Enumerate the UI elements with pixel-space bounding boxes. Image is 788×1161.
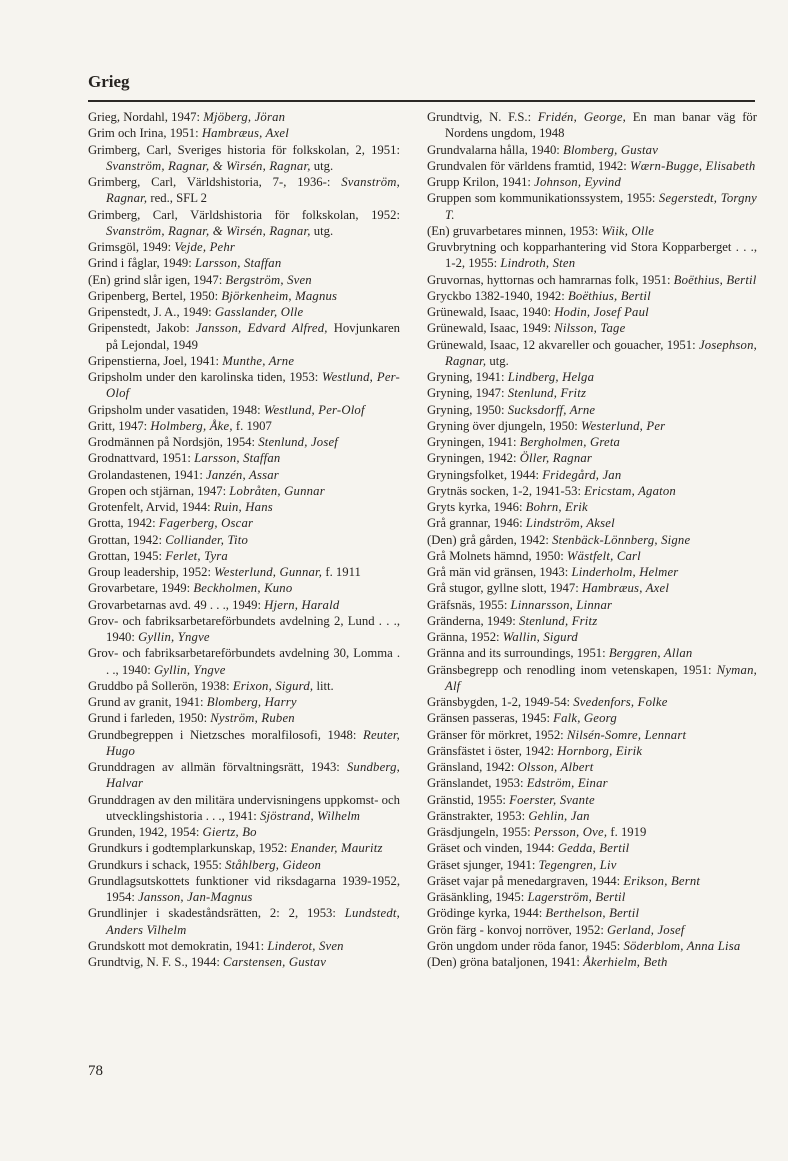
index-entry — [427, 109, 757, 142]
index-entry — [88, 450, 400, 466]
index-entry — [427, 239, 757, 272]
index-entry — [88, 694, 400, 710]
entry-title: Gripenstierna, Joel, 1941: — [88, 353, 223, 368]
entry-author: Linnarsson, Linnar — [510, 597, 613, 612]
entry-title: Grön färg - konvoj norröver, 1952: — [427, 922, 608, 937]
entry-author: Foerster, Svante — [509, 792, 595, 807]
entry-author: Larsson, Staffan — [194, 451, 281, 466]
entry-title: Grå stugor, gyllne slott, 1947: — [427, 581, 582, 596]
entry-author: Nilsén-Somre, Lennart — [566, 727, 687, 742]
index-entry — [427, 402, 757, 418]
index-entry — [88, 857, 400, 873]
entry-suffix: Hovjunkaren på Lejondal, 1949 — [106, 321, 401, 352]
index-entry — [427, 727, 757, 743]
entry-author: Sundberg, Halvar — [106, 760, 400, 791]
index-entry — [427, 532, 757, 548]
entry-title: Grundkurs i godtemplarkunskap, 1952: — [88, 841, 291, 856]
index-entry — [88, 678, 400, 694]
entry-title: Gruddbo på Sollerön, 1938: — [88, 678, 233, 693]
entry-title: Gruppen som kommunikationssystem, 1955: — [427, 191, 659, 206]
index-entry — [427, 857, 757, 873]
entry-author: Wærn-Bugge, Elisabeth — [629, 158, 756, 173]
index-entry — [88, 109, 400, 125]
entry-author: Bergholmen, Greta — [519, 435, 621, 449]
entry-author: Gyllin, Yngve — [153, 662, 226, 677]
entry-title: Gryning, 1947: — [427, 386, 508, 401]
index-entry — [88, 564, 400, 580]
entry-title: Grind i fåglar, 1949: — [88, 256, 195, 271]
entry-author: Edström, Einar — [526, 776, 608, 791]
index-entry — [427, 613, 757, 629]
entry-author: Erikson, Bernt — [623, 873, 701, 888]
entry-author: Fridegård, Jan — [542, 467, 622, 482]
right-column — [427, 109, 757, 970]
index-entry — [88, 499, 400, 515]
entry-author: Hornborg, Eirik — [557, 743, 643, 758]
entry-author: Sucksdorff, Arne — [507, 402, 596, 417]
index-entry — [427, 320, 757, 336]
entry-title: Grundvalarna hålla, 1940: — [427, 142, 563, 157]
index-entry — [88, 483, 400, 499]
index-entry — [427, 597, 757, 613]
entry-author: Svedenfors, Folke — [573, 695, 668, 709]
index-entry — [427, 580, 757, 596]
entry-title: Gryningen, 1942: — [427, 451, 520, 466]
index-entry — [427, 418, 757, 434]
entry-author: Mjöberg, Jöran — [203, 110, 286, 124]
entry-title: Gripsholm under den karolinska tiden, 1953: — [88, 370, 322, 384]
entry-title: Gräfsnäs, 1955: — [427, 597, 511, 612]
entry-author: Stenlund, Josef — [258, 435, 339, 449]
entry-title: Gränser för mörkret, 1952: — [427, 727, 567, 742]
entry-suffix: litt. — [313, 678, 334, 693]
entry-title: Gränstrakter, 1953: — [427, 808, 529, 823]
index-entry — [427, 710, 757, 726]
entry-title: Grunddragen av den militära undervisningens uppkomst- och utvecklingshistoria . . ., 1941: — [88, 792, 400, 823]
entry-author: Josephson, Ragnar, — [445, 337, 757, 368]
entry-title: Gränstid, 1955: — [427, 792, 510, 807]
entry-author: Lagerström, Bertil — [527, 890, 626, 904]
entry-title: Grupp Krilon, 1941: — [427, 175, 535, 189]
index-entry — [88, 467, 400, 483]
entry-title: Grundtvig, N. F.S.: — [427, 110, 538, 124]
entry-author: Svanström, Ragnar, & Wirsén, Ragnar, — [106, 223, 311, 238]
entry-title: Gropen och stjärnan, 1947: — [88, 483, 230, 498]
index-entry — [427, 548, 757, 564]
entry-author: Stenlund, Fritz — [507, 386, 587, 401]
entry-title: Grolandastenen, 1941: — [88, 467, 207, 482]
index-entry — [88, 320, 400, 353]
entry-author: Jansson, Edvard Alfred, — [195, 321, 328, 336]
entry-author: Wallin, Sigurd — [502, 630, 578, 644]
index-entry — [88, 938, 400, 954]
entry-author: Larsson, Staffan — [194, 256, 282, 271]
index-entry — [88, 727, 400, 760]
index-entry — [88, 532, 400, 548]
index-entry — [88, 792, 400, 825]
entry-title: Grunddragen av allmän förvaltningsrätt, 1943: — [88, 760, 347, 774]
entry-title: Grunden, 1942, 1954: — [88, 825, 203, 839]
entry-author: Nilsson, Tage — [554, 321, 626, 336]
entry-title: (En) gruvarbetares minnen, 1953: — [427, 223, 602, 238]
entry-title: Grundtvig, N. F. S., 1944: — [88, 955, 224, 969]
entry-author: Westlund, Per-Olof — [106, 370, 400, 401]
index-entry — [427, 905, 757, 921]
entry-title: Gryningen, 1941: — [427, 435, 520, 449]
entry-author: Lundstedt, Anders Vilhelm — [106, 906, 400, 937]
index-entry — [427, 873, 757, 889]
index-entry — [427, 288, 757, 304]
index-entry — [427, 938, 757, 954]
index-entry — [427, 775, 757, 791]
entry-title: Grottan, 1942: — [88, 532, 166, 547]
entry-title: Gripenstedt, J. A., 1949: — [88, 305, 215, 319]
entry-author: Blomberg, Gustav — [563, 142, 659, 157]
entry-author: Erixon, Sigurd, — [232, 678, 314, 693]
entry-title: Grundkurs i schack, 1955: — [88, 857, 226, 872]
entry-author: Lindström, Aksel — [525, 516, 615, 531]
entry-author: Berthelson, Bertil — [545, 906, 640, 921]
index-entry — [427, 759, 757, 775]
index-entry — [88, 239, 400, 255]
entry-title: Grå Molnets hämnd, 1950: — [427, 548, 567, 563]
index-entry — [427, 645, 757, 661]
index-entry — [427, 824, 757, 840]
index-entry — [427, 369, 757, 385]
entry-author: Lindroth, Sten — [500, 256, 576, 271]
entry-title: Gripenstedt, Jakob: — [88, 321, 196, 336]
entry-title: Gränsbegrepp och renodling inom vetenskapen, 1951: — [427, 662, 717, 677]
entry-title: Grünewald, Isaac, 1940: — [427, 305, 555, 319]
entry-title: Grundvalen för världens framtid, 1942: — [427, 158, 630, 173]
entry-author: Stenlund, Fritz — [518, 613, 598, 628]
entry-title: Grodmännen på Nordsjön, 1954: — [88, 435, 259, 449]
entry-author: Falk, Georg — [553, 711, 617, 726]
index-entry — [88, 515, 400, 531]
entry-title: Gränna and its surroundings, 1951: — [427, 646, 609, 661]
index-entry — [427, 272, 757, 288]
entry-author: Gerland, Josef — [607, 922, 685, 937]
entry-author: Vejde, Pehr — [174, 240, 236, 254]
entry-author: Carstensen, Gustav — [223, 955, 327, 969]
index-entry — [427, 499, 757, 515]
entry-author: Reuter, Hugo — [106, 727, 400, 758]
entry-author: Åkerhielm, Beth — [583, 955, 668, 969]
index-entry — [88, 402, 400, 418]
entry-author: Linderholm, Helmer — [571, 565, 679, 579]
index-entry — [427, 158, 757, 174]
entry-title: Gränsen passeras, 1945: — [427, 711, 554, 726]
entry-title: Grieg, Nordahl, 1947: — [88, 110, 204, 124]
index-entry — [427, 467, 757, 483]
entry-author: Holmberg, Åke, — [150, 418, 233, 433]
left-column — [88, 109, 400, 970]
entry-title: (En) grind slår igen, 1947: — [88, 272, 226, 287]
index-entry — [427, 434, 757, 450]
entry-title: Gräset vajar på menedargraven, 1944: — [427, 873, 624, 888]
entry-title: Grund i farleden, 1950: — [88, 711, 211, 726]
entry-author: Munthe, Arne — [222, 353, 295, 368]
entry-title: Grovarbetarnas avd. 49 . . ., 1949: — [88, 597, 265, 612]
entry-author: Blomberg, Harry — [206, 695, 297, 709]
entry-title: Gränsbygden, 1-2, 1949-54: — [427, 695, 574, 709]
entry-suffix: utg. — [310, 158, 334, 173]
entry-author: Fagerberg, Oscar — [158, 516, 254, 531]
entry-author: Nyman, Alf — [445, 662, 757, 693]
entry-author: Ståhlberg, Gideon — [225, 857, 322, 872]
index-entry — [88, 353, 400, 369]
entry-author: Boëthius, Bertil — [567, 288, 651, 303]
index-entry — [427, 483, 757, 499]
entry-title: Grundskott mot demokratin, 1941: — [88, 938, 268, 953]
index-entry — [427, 889, 757, 905]
entry-author: Hjern, Harald — [264, 597, 340, 612]
entry-author: Westerlund, Gunnar, — [214, 565, 323, 579]
index-entry — [427, 223, 757, 239]
entry-title: Gruvbrytning och kopparhantering vid Stora Kopparberget . . ., 1-2, 1955: — [427, 240, 757, 271]
entry-title: Gryning över djungeln, 1950: — [427, 418, 581, 433]
entry-author: Gedda, Bertil — [557, 841, 630, 856]
entry-title: Grimberg, Carl, Världshistoria, 7-, 1936-: — [88, 175, 342, 189]
entry-suffix: red., SFL 2 — [147, 191, 208, 206]
entry-title: Gryckbo 1382-1940, 1942: — [427, 288, 568, 303]
entry-author: Gehlin, Jan — [528, 808, 590, 823]
entry-title: Grottan, 1945: — [88, 548, 166, 563]
entry-suffix: f. 1911 — [322, 565, 361, 579]
entry-title: Grundbegreppen i Nietzsches moralfilosofi, 1948: — [88, 727, 364, 742]
index-entry — [88, 142, 400, 175]
entry-title: Gräsänkling, 1945: — [427, 890, 528, 904]
index-entry — [88, 174, 400, 207]
index-entry — [88, 645, 400, 678]
index-entry — [427, 743, 757, 759]
index-entry — [427, 337, 757, 370]
index-entry — [88, 207, 400, 240]
index-entry — [88, 125, 400, 141]
entry-author: Öller, Ragnar — [519, 451, 593, 466]
entry-title: Grimberg, Carl, Sveriges historia för folkskolan, 2, 1951: — [88, 142, 400, 157]
entry-title: Gräset och vinden, 1944: — [427, 841, 558, 856]
entry-author: Bergström, Sven — [225, 272, 312, 287]
index-entry — [88, 759, 400, 792]
index-entry — [427, 808, 757, 824]
entry-title: Grünewald, Isaac, 1949: — [427, 321, 555, 336]
entry-title: Gryts kyrka, 1946: — [427, 500, 526, 514]
index-entry — [427, 174, 757, 190]
entry-author: Gasslander, Olle — [214, 305, 304, 319]
entry-title: Grundlinjer i skadeståndsrätten, 2: 2, 1953: — [88, 906, 345, 921]
entry-title: Gränna, 1952: — [427, 630, 503, 644]
entry-author: Berggren, Allan — [608, 646, 693, 661]
entry-author: Gyllin, Yngve — [138, 630, 210, 644]
entry-title: (Den) grå gården, 1942: — [427, 532, 553, 547]
entry-title: Grundlagsutskottets funktioner vid riksdagarna 1939-1952, 1954: — [88, 873, 400, 904]
index-entry — [88, 369, 400, 402]
entry-author: Boëthius, Bertil — [673, 272, 757, 287]
entry-title: Grotta, 1942: — [88, 516, 159, 531]
entry-suffix: En man banar väg för Nordens ungdom, 1948 — [445, 110, 757, 141]
index-entry — [88, 434, 400, 450]
entry-title: Grön ungdom under röda fanor, 1945: — [427, 938, 624, 953]
entry-author: Hambræus, Axel — [201, 126, 289, 141]
entry-title: Gripsholm under vasatiden, 1948: — [88, 402, 264, 417]
entry-title: Gräset sjunger, 1941: — [427, 857, 539, 872]
entry-author: Ruin, Hans — [213, 500, 273, 514]
index-entry — [88, 710, 400, 726]
entry-suffix: f. 1919 — [607, 825, 647, 839]
index-entry — [427, 792, 757, 808]
entry-title: Grimberg, Carl, Världshistoria för folkskolan, 1952: — [88, 207, 400, 222]
entry-title: Grim och Irina, 1951: — [88, 126, 202, 141]
entry-title: Gräsdjungeln, 1955: — [427, 825, 534, 839]
entry-author: Giertz, Bo — [202, 825, 257, 839]
index-entry — [427, 515, 757, 531]
entry-author: Tegengren, Liv — [538, 857, 617, 872]
entry-title: Grodnattvard, 1951: — [88, 451, 195, 466]
index-entry — [427, 922, 757, 938]
entry-author: Westlund, Per-Olof — [263, 402, 365, 417]
entry-author: Linderot, Sven — [267, 938, 344, 953]
index-entry — [88, 304, 400, 320]
entry-title: Gränsland, 1942: — [427, 760, 518, 774]
entry-author: Söderblom, Anna Lisa — [623, 938, 741, 953]
index-entry — [88, 824, 400, 840]
entry-author: Wiik, Olle — [601, 223, 655, 238]
index-entry — [427, 190, 757, 223]
index-entry — [88, 613, 400, 646]
entry-title: Grå män vid gränsen, 1943: — [427, 565, 572, 579]
index-entry — [427, 564, 757, 580]
entry-title: (Den) gröna bataljonen, 1941: — [427, 955, 584, 969]
entry-author: Svanström, Ragnar, — [106, 175, 400, 206]
page-number: 78 — [88, 1063, 103, 1079]
page-title: Grieg — [88, 72, 130, 91]
entry-title: Grünewald, Isaac, 12 akvareller och gouacher, 1951: — [427, 337, 699, 352]
entry-author: Nyström, Ruben — [210, 711, 295, 726]
index-entry — [427, 304, 757, 320]
index-entry — [427, 694, 757, 710]
entry-title: Gruvornas, hyttornas och hamrarnas folk, 1951: — [427, 272, 674, 287]
entry-title: Gränsfästet i öster, 1942: — [427, 743, 558, 758]
index-entry — [427, 142, 757, 158]
entry-author: Lobråten, Gunnar — [229, 483, 325, 498]
entry-title: Gripenberg, Bertel, 1950: — [88, 288, 222, 303]
entry-title: Grytnäs socken, 1-2, 1941-53: — [427, 483, 585, 498]
index-entry — [88, 548, 400, 564]
entry-suffix: f. 1907 — [232, 418, 272, 433]
entry-title: Grovarbetare, 1949: — [88, 581, 194, 596]
entry-title: Grund av granit, 1941: — [88, 695, 207, 709]
entry-author: Janzén, Assar — [206, 467, 279, 482]
entry-author: Sjöstrand, Wilhelm — [260, 808, 361, 823]
index-entry — [88, 597, 400, 613]
entry-author: Westerlund, Per — [581, 418, 666, 433]
entry-author: Hodin, Josef Paul — [554, 305, 649, 319]
entry-title: Gryning, 1941: — [427, 370, 508, 384]
entry-title: Grimsgöl, 1949: — [88, 240, 175, 254]
index-entry — [88, 272, 400, 288]
entry-author: Colliander, Tito — [165, 532, 249, 547]
entry-title: Gryning, 1950: — [427, 402, 508, 417]
index-entry — [427, 385, 757, 401]
entry-author: Jansson, Jan-Magnus — [138, 890, 253, 904]
index-entry — [88, 840, 400, 856]
entry-author: Beckholmen, Kuno — [193, 581, 293, 596]
index-entry — [88, 288, 400, 304]
entry-author: Enander, Mauritz — [290, 841, 383, 856]
index-entry — [88, 873, 400, 906]
entry-author: Fridén, George, — [537, 110, 627, 124]
entry-title: Grödinge kyrka, 1944: — [427, 906, 546, 921]
entry-title: Group leadership, 1952: — [88, 565, 215, 579]
entry-author: Svanström, Ragnar, & Wirsén, Ragnar, — [106, 158, 311, 173]
index-entry — [427, 840, 757, 856]
index-entry — [427, 662, 757, 695]
entry-title: Grov- och fabriksarbetareförbundets avdelning 30, Lomma . . ., 1940: — [88, 646, 400, 677]
index-entry — [88, 255, 400, 271]
entry-suffix: utg. — [310, 223, 334, 238]
entry-author: Ericstam, Agaton — [584, 483, 676, 498]
entry-author: Lindberg, Helga — [507, 370, 595, 384]
entry-title: Gränderna, 1949: — [427, 613, 519, 628]
entry-title: Grå grannar, 1946: — [427, 516, 526, 531]
entry-author: Bohrn, Erik — [525, 500, 588, 514]
entry-author: Björkenheim, Magnus — [221, 288, 338, 303]
entry-author: Stenbäck-Lönnberg, Signe — [552, 532, 691, 547]
index-entry — [88, 580, 400, 596]
entry-title: Gritt, 1947: — [88, 418, 151, 433]
index-entry — [88, 954, 400, 970]
entry-title: Gränslandet, 1953: — [427, 776, 527, 791]
index-entry — [88, 418, 400, 434]
entry-author: Persson, Ove, — [533, 825, 608, 839]
entry-author: Segerstedt, Torgny T. — [445, 191, 757, 222]
entry-title: Gryningsfolket, 1944: — [427, 467, 543, 482]
entry-author: Olsson, Albert — [517, 760, 594, 774]
entry-title: Grov- och fabriksarbetareförbundets avdelning 2, Lund . . ., 1940: — [88, 613, 400, 644]
entry-title: Grotenfelt, Arvid, 1944: — [88, 500, 214, 514]
page-header — [88, 70, 755, 102]
entry-author: Johnson, Eyvind — [534, 175, 621, 189]
index-entry — [88, 905, 400, 938]
index-entry — [427, 629, 757, 645]
index-entry — [427, 954, 757, 970]
entry-author: Wästfelt, Carl — [566, 548, 641, 563]
entry-author: Ferlet, Tyra — [165, 548, 228, 563]
index-entry — [427, 450, 757, 466]
entry-suffix: utg. — [486, 353, 509, 368]
entry-author: Hambræus, Axel — [581, 581, 670, 596]
